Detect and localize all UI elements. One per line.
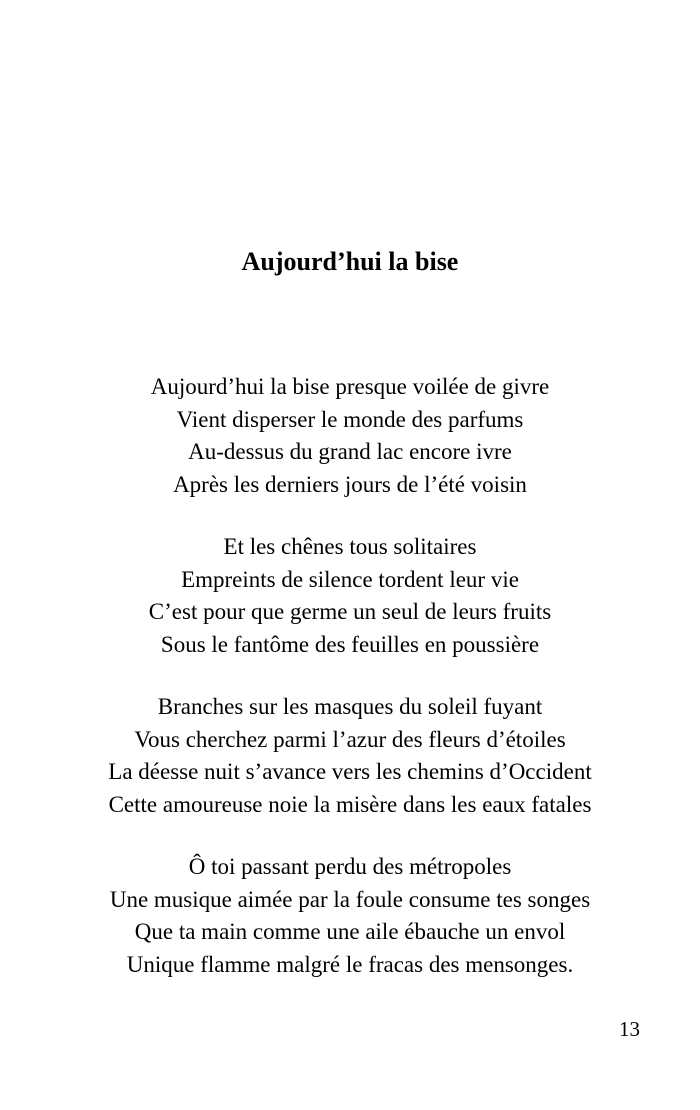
poem-line: Ô toi passant perdu des métropoles [188,854,512,879]
poem-line: Cette amoureuse noie la misère dans les eaux fatales [108,791,592,817]
poem-line: Et les chênes tous solitaires [223,534,477,559]
poem-title: Aujourd’hui la bise [241,247,459,276]
poem-line: Sous le fantôme des feuilles en poussière [160,631,540,657]
stanza-1 [0,371,700,501]
poem-line: Que ta main comme une aile ébauche un envol [134,919,566,944]
poem-body [0,371,700,1011]
poem-line: C’est pour que germe un seul de leurs fruits [148,599,552,624]
poem-line: Branches sur les masques du soleil fuyant [157,694,543,719]
poem-line: Au-dessus du grand lac encore ivre [188,439,512,464]
stanza-3 [0,691,700,821]
poem-line: Aujourd’hui la bise presque voilée de givre [150,374,550,399]
page-number: 13 [619,1017,640,1041]
poem-line: Après les derniers jours de l’été voisin [173,471,527,497]
poem-line: Unique flamme malgré le fracas des mensonges. [126,951,574,977]
poem-line: Vous cherchez parmi l’azur des fleurs d’étoiles [134,726,566,752]
poem-line: Vient disperser le monde des parfums [176,406,524,432]
poem-line: Empreints de silence tordent leur vie [181,566,519,592]
stanza-2 [0,531,700,661]
stanza-4 [0,851,700,981]
poem-line: Une musique aimée par la foule consume tes songes [109,886,591,912]
poem-line: La déesse nuit s’avance vers les chemins d’Occident [108,759,592,784]
